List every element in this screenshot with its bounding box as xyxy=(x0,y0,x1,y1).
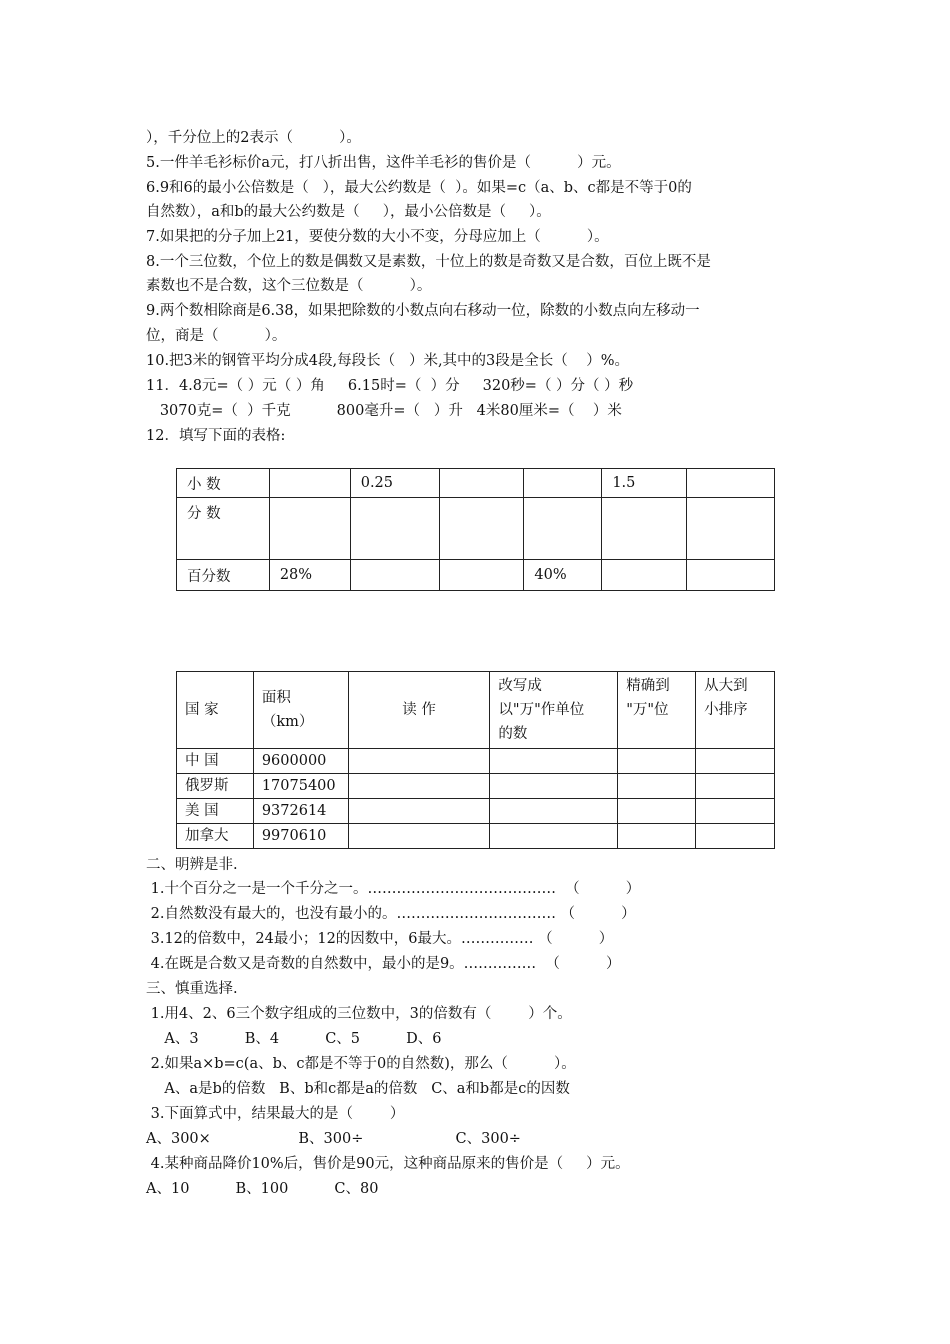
true-false-item: 1.十个百分之一是一个千分之一。………………………………… （ ） xyxy=(146,881,641,897)
choice-line: A、3 B、4 C、5 D、6 xyxy=(146,1031,442,1047)
table-header-cell: 精确到 "万"位 xyxy=(618,672,696,749)
table-cell: 9600000 xyxy=(253,749,348,774)
table-cell: 俄罗斯 xyxy=(177,774,254,799)
table-cell: 美 国 xyxy=(177,799,254,824)
table-cell xyxy=(696,799,775,824)
table-cell xyxy=(696,774,775,799)
true-false-item: 4.在既是合数又是奇数的自然数中，最小的是9。…………… （ ） xyxy=(146,956,621,972)
table-cell: 17075400 xyxy=(253,774,348,799)
table-cell: 28% xyxy=(269,560,350,591)
question-line: 6.9和6的最小公倍数是（ ），最大公约数是（ ）。如果=c（a、b、c都是不等于0的 xyxy=(146,180,692,196)
table-cell xyxy=(618,824,696,849)
choice-line: 1.用4、2、6三个数字组成的三位数中，3的倍数有（ ）个。 xyxy=(146,1006,572,1022)
question-line: 10.把3米的钢管平均分成4段,每段长（ ）米,其中的3段是全长（ ）%。 xyxy=(146,353,629,369)
table-cell xyxy=(602,498,687,560)
table-row xyxy=(177,799,775,824)
conversion-table xyxy=(176,468,775,591)
section-title: 三、慎重选择. xyxy=(146,981,238,997)
table-cell xyxy=(602,560,687,591)
table-cell xyxy=(618,749,696,774)
question-line: 自然数），a和b的最大公约数是（ ），最小公倍数是（ ）。 xyxy=(146,204,551,220)
table-cell xyxy=(348,774,490,799)
table-cell xyxy=(350,498,439,560)
section-title: 二、明辨是非. xyxy=(146,857,238,873)
table-cell: 9970610 xyxy=(253,824,348,849)
choice-line: A、10 B、100 C、80 xyxy=(146,1181,379,1197)
choice-line: 3.下面算式中，结果最大的是（ ） xyxy=(146,1106,405,1122)
choice-line: A、300× B、300÷ C、300÷ xyxy=(146,1131,521,1147)
question-line: 9.两个数相除商是6.38，如果把除数的小数点向右移动一位，除数的小数点向左移动一 xyxy=(146,303,700,319)
table-cell xyxy=(618,774,696,799)
question-line: 7.如果把的分子加上21，要使分数的大小不变，分母应加上（ ）。 xyxy=(146,229,609,245)
table-row xyxy=(177,498,775,560)
table-cell: 1.5 xyxy=(602,469,687,498)
table-header-cell: 读 作 xyxy=(348,672,490,749)
question-line: 12．填写下面的表格: xyxy=(146,428,286,444)
choice-line: 2.如果a×b=c(a、b、c都是不等于0的自然数)，那么（ ）。 xyxy=(146,1056,576,1072)
table-row xyxy=(177,774,775,799)
table-cell: 百分数 xyxy=(177,560,270,591)
table-row xyxy=(177,469,775,498)
table-cell xyxy=(490,799,618,824)
table-cell xyxy=(269,469,350,498)
table-cell xyxy=(439,469,524,498)
true-false-item: 2.自然数没有最大的，也没有最小的。…………………………… （ ） xyxy=(146,906,636,922)
table-cell: 9372614 xyxy=(253,799,348,824)
question-line: 3070克=（ ）千克 800毫升=（ ）升 4米80厘米=（ ）米 xyxy=(146,403,622,419)
table-cell xyxy=(687,560,775,591)
table-header-cell: 国 家 xyxy=(177,672,254,749)
table-cell xyxy=(348,799,490,824)
table-header-cell: 从大到 小排序 xyxy=(696,672,775,749)
question-line: 8.一个三位数，个位上的数是偶数又是素数，十位上的数是奇数又是合数，百位上既不是 xyxy=(146,254,711,270)
table-row xyxy=(177,560,775,591)
choice-line: 4.某种商品降价10%后，售价是90元，这种商品原来的售价是（ ）元。 xyxy=(146,1156,630,1172)
table-cell: 0.25 xyxy=(350,469,439,498)
table-cell xyxy=(687,469,775,498)
table-row xyxy=(177,749,775,774)
table-cell: 40% xyxy=(524,560,602,591)
question-line: 素数也不是合数，这个三位数是（ ）。 xyxy=(146,278,432,294)
table-cell xyxy=(524,469,602,498)
table-cell xyxy=(350,560,439,591)
true-false-item: 3.12的倍数中，24最小；12的因数中，6最大。…………… （ ） xyxy=(146,931,614,947)
country-area-table xyxy=(176,671,775,849)
table-cell xyxy=(348,749,490,774)
table-row xyxy=(177,824,775,849)
question-line: 位，商是（ ）。 xyxy=(146,328,287,344)
table-cell xyxy=(524,498,602,560)
table-header-row xyxy=(177,672,775,749)
table-cell xyxy=(696,749,775,774)
question-line: 11．4.8元=（ ）元（ ）角 6.15时=（ ）分 320秒=（ ）分（ ）秒 xyxy=(146,378,634,394)
table-cell: 分 数 xyxy=(177,498,270,560)
table-cell xyxy=(696,824,775,849)
table-cell xyxy=(687,498,775,560)
table-cell xyxy=(490,749,618,774)
table-cell xyxy=(618,799,696,824)
table-cell: 中 国 xyxy=(177,749,254,774)
table-cell xyxy=(439,560,524,591)
table-cell: 小 数 xyxy=(177,469,270,498)
table-cell xyxy=(269,498,350,560)
table-cell xyxy=(490,824,618,849)
question-line: ），千分位上的2表示（ ）。 xyxy=(146,130,361,146)
table-cell: 加拿大 xyxy=(177,824,254,849)
table-header-cell: 改写成 以"万"作单位 的数 xyxy=(490,672,618,749)
table-header-cell: 面积 （km） xyxy=(253,672,348,749)
table-cell xyxy=(490,774,618,799)
question-line: 5.一件羊毛衫标价a元，打八折出售，这件羊毛衫的售价是（ ）元。 xyxy=(146,155,621,171)
choice-line: A、a是b的倍数 B、b和c都是a的倍数 C、a和b都是c的因数 xyxy=(146,1081,570,1097)
table-cell xyxy=(439,498,524,560)
table-cell xyxy=(348,824,490,849)
